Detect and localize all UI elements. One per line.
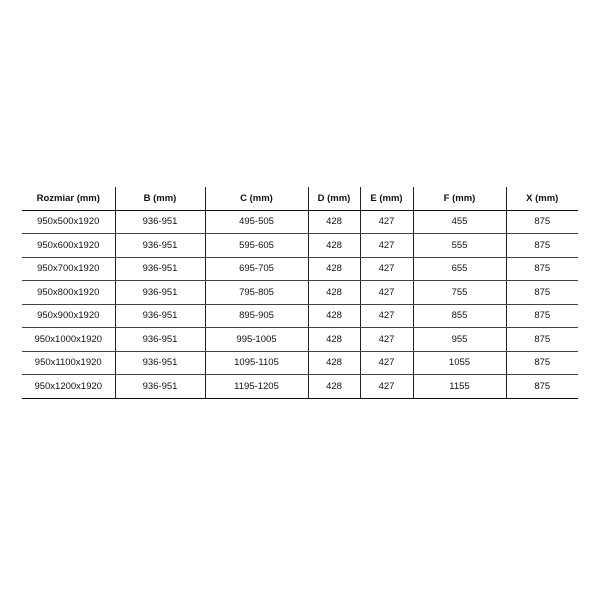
cell-c: 895-905 [205,304,308,328]
cell-f: 1155 [413,375,506,399]
cell-x: 875 [506,234,578,258]
cell-c: 1195-1205 [205,375,308,399]
cell-d: 428 [308,351,360,375]
cell-b: 936-951 [115,328,205,352]
table-row [22,375,578,399]
table-row [22,351,578,375]
table-row [22,234,578,258]
cell-rozmiar: 950x1200x1920 [22,375,115,399]
cell-rozmiar: 950x1000x1920 [22,328,115,352]
column-header-rozmiar: Rozmiar (mm) [22,187,115,210]
cell-rozmiar: 950x600x1920 [22,234,115,258]
cell-f: 655 [413,257,506,281]
cell-rozmiar: 950x900x1920 [22,304,115,328]
cell-c: 995-1005 [205,328,308,352]
header-row [22,187,578,210]
cell-rozmiar: 950x800x1920 [22,281,115,305]
cell-b: 936-951 [115,234,205,258]
cell-f: 955 [413,328,506,352]
cell-x: 875 [506,328,578,352]
cell-x: 875 [506,304,578,328]
cell-e: 427 [360,257,413,281]
cell-x: 875 [506,375,578,399]
cell-e: 427 [360,234,413,258]
cell-f: 555 [413,234,506,258]
cell-b: 936-951 [115,351,205,375]
table-row [22,210,578,234]
cell-c: 695-705 [205,257,308,281]
cell-d: 428 [308,257,360,281]
cell-d: 428 [308,304,360,328]
cell-x: 875 [506,210,578,234]
cell-e: 427 [360,375,413,399]
table-row [22,328,578,352]
cell-b: 936-951 [115,304,205,328]
cell-x: 875 [506,351,578,375]
cell-f: 455 [413,210,506,234]
cell-f: 755 [413,281,506,305]
cell-x: 875 [506,257,578,281]
column-header-f: F (mm) [413,187,506,210]
dimensions-table [22,187,578,399]
column-header-c: C (mm) [205,187,308,210]
cell-b: 936-951 [115,257,205,281]
cell-f: 1055 [413,351,506,375]
cell-rozmiar: 950x700x1920 [22,257,115,281]
cell-d: 428 [308,281,360,305]
table-body [22,210,578,398]
cell-e: 427 [360,281,413,305]
column-header-d: D (mm) [308,187,360,210]
cell-x: 875 [506,281,578,305]
cell-d: 428 [308,328,360,352]
cell-b: 936-951 [115,210,205,234]
cell-rozmiar: 950x1100x1920 [22,351,115,375]
cell-e: 427 [360,351,413,375]
dimensions-table-container [22,187,578,399]
cell-b: 936-951 [115,281,205,305]
table-row [22,281,578,305]
table-row [22,257,578,281]
cell-e: 427 [360,210,413,234]
cell-c: 795-805 [205,281,308,305]
cell-f: 855 [413,304,506,328]
cell-d: 428 [308,375,360,399]
cell-d: 428 [308,234,360,258]
cell-b: 936-951 [115,375,205,399]
cell-c: 1095-1105 [205,351,308,375]
column-header-x: X (mm) [506,187,578,210]
table-row [22,304,578,328]
cell-c: 595-605 [205,234,308,258]
cell-e: 427 [360,304,413,328]
column-header-b: B (mm) [115,187,205,210]
cell-c: 495-505 [205,210,308,234]
cell-rozmiar: 950x500x1920 [22,210,115,234]
column-header-e: E (mm) [360,187,413,210]
cell-d: 428 [308,210,360,234]
cell-e: 427 [360,328,413,352]
